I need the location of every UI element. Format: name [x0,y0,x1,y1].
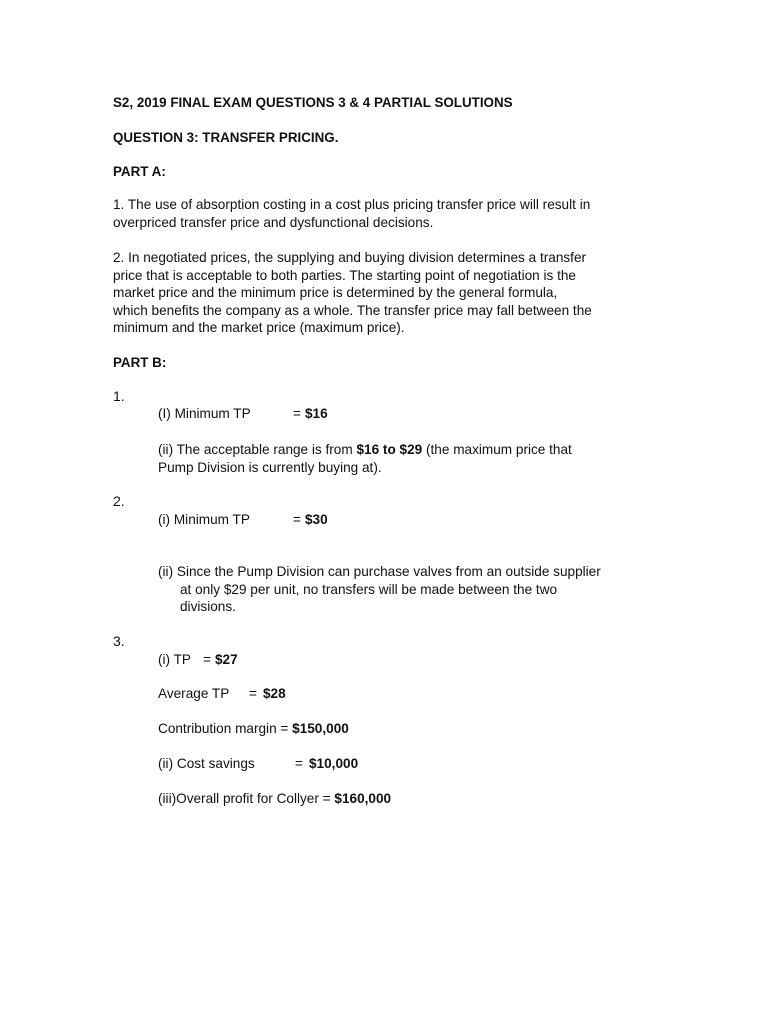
equals-sign: = [293,406,301,421]
minimum-tp-value: $16 [305,406,328,421]
overall-profit-value: $160,000 [334,791,392,806]
average-tp-value: $28 [263,686,286,701]
paragraph-line: divisions. [180,599,236,614]
paragraph-line: market price and the minimum price is determined by the general formula, [113,285,558,300]
paragraph-line: 1. The use of absorption costing in a cost plus pricing transfer price will result in [113,197,591,212]
tp-value: $27 [215,652,238,667]
acceptable-range-line-2: Pump Division is currently buying at). [158,459,382,475]
contribution-margin-line [158,720,349,738]
part-b-label: PART B: [113,355,167,370]
document-title: S2, 2019 FINAL EXAM QUESTIONS 3 & 4 PARTIAL SOLUTIONS [113,95,513,110]
cost-savings-label: (ii) Cost savings [158,756,255,771]
part-a-label: PART A: [113,164,166,179]
minimum-tp-value: $30 [305,512,328,527]
question-number: 3. [113,633,125,649]
question3-heading: QUESTION 3: TRANSFER PRICING. [113,130,339,145]
contribution-margin-value: $150,000 [292,721,349,736]
contribution-margin-label: Contribution margin = [158,721,289,736]
paragraph-line: overpriced transfer price and dysfunctional decisions. [113,214,434,230]
minimum-tp-label: (i) Minimum TP [158,512,250,527]
acceptable-range-suffix: (the maximum price that [426,442,572,457]
acceptable-range-line [158,441,572,459]
question-number: 1. [113,388,125,404]
equals-sign: = [203,652,211,667]
acceptable-range-value: $16 to $29 [356,442,423,457]
paragraph-line: at only $29 per unit, no transfers will be made between the two [180,581,558,597]
cost-savings-value: $10,000 [309,756,359,771]
overall-profit-line [158,790,391,808]
average-tp-label: Average TP [158,686,230,701]
paragraph-line: minimum and the market price (maximum price). [113,320,405,335]
minimum-tp-label: (I) Minimum TP [158,406,251,421]
acceptable-range-prefix: (ii) The acceptable range is from [158,442,353,457]
tp-label: (i) TP [158,652,191,667]
equals-sign: = [295,756,303,771]
paragraph-line: price that is acceptable to both parties. The starting point of negotiation is the [113,267,576,283]
paragraph-line: which benefits the company as a whole. The transfer price may fall between the [113,302,592,318]
paragraph-line: 2. In negotiated prices, the supplying and buying division determines a transfer [113,250,587,265]
equals-sign: = [249,686,257,701]
equals-sign: = [293,512,301,527]
question-number: 2. [113,493,125,509]
paragraph-line: (ii) Since the Pump Division can purchase valves from an outside supplier [158,564,601,579]
overall-profit-label: (iii)Overall profit for Collyer = [158,791,331,806]
